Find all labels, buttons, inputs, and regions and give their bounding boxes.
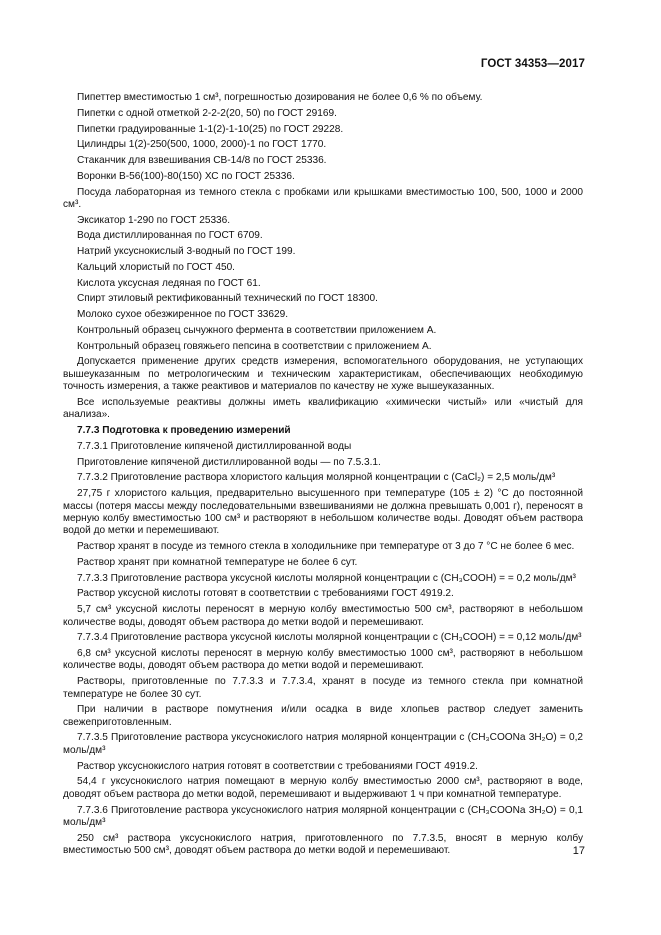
page-number: 17 xyxy=(572,845,585,857)
sodium-acetate-gost-ref: Раствор уксуснокислого натрия готовят в соответствии с требованиями ГОСТ 4919.2. xyxy=(77,760,478,772)
subsection-7-7-3-2: 7.7.3.2 Приготовление раствора хлористого кальция молярной концентрации с (CaCl₂) = 2,5 моль/дм³ xyxy=(77,472,556,484)
reagent-rennet-control: Контрольный образец сычужного фермента в соответствии приложением А. xyxy=(77,324,437,336)
acetic-acid-procedure-02: 5,7 см³ уксусной кислоты переносят в мерную колбу вместимостью 500 см³, растворяют в небольшом количестве воды, доводят объем раствора до метки водой и перемешивают. xyxy=(63,604,583,628)
storage-room-note: Раствор хранят при комнатной температуре не более 6 сут. xyxy=(77,556,358,568)
reagent-acetic-acid: Кислота уксусная ледяная по ГОСТ 61. xyxy=(77,277,261,289)
subsection-7-7-3-6: 7.7.3.6 Приготовление раствора уксуснокислого натрия молярной концентрации с (CH₃COONa 3H₂O) = 0,1 моль/дм³ xyxy=(63,804,583,828)
equipment-cylinders: Цилиндры 1(2)-250(500, 1000, 2000)-1 по ГОСТ 1770. xyxy=(77,139,327,151)
equipment-desiccator: Эксикатор 1-290 по ГОСТ 25336. xyxy=(77,214,231,226)
sodium-acetate-procedure-02: 54,4 г уксуснокислого натрия помещают в мерную колбу вместимостью 2000 см³, растворяют в воде, доводят объем раствора до метки водой, перемешивают и выдерживают 1 ч при комнатной температуре. xyxy=(63,776,583,800)
boiled-water-ref: Приготовление кипяченой дистиллированной воды — по 7.5.3.1. xyxy=(77,456,381,468)
reagent-skim-milk: Молоко сухое обезжиренное по ГОСТ 33629. xyxy=(77,309,289,321)
equipment-weighing-cup: Стаканчик для взвешивания СВ-14/8 по ГОСТ 25336. xyxy=(77,155,327,166)
acetic-solutions-storage: Растворы, приготовленные по 7.7.3.3 и 7.7.3.4, хранят в посуде из темного стекла при комнатной температуре не более 30 сут. xyxy=(63,676,583,700)
reagent-ethyl-alcohol: Спирт этиловый ректификованный технический по ГОСТ 18300. xyxy=(77,293,378,305)
equipment-dark-glassware: Посуда лабораторная из темного стекла с пробками или крышками вместимостью 100, 500, 1000 и 2000 см³. xyxy=(63,186,583,210)
calcium-chloride-procedure: 27,75 г хлористого кальция, предварительно высушенного при температуре (105 ± 2) °С до постоянной массы (потеря массы между последовательными взвешиваниями не должна превышать 0,001 г), переносят в мерную колбу вместимостью 100 см³ и растворяют в небольшом количестве воды. Доводят объем раствора водой до метки и перемешивают. xyxy=(63,488,583,537)
standard-header: ГОСТ 34353—2017 xyxy=(480,58,585,70)
subsection-7-7-3-3: 7.7.3.3 Приготовление раствора уксусной кислоты молярной концентрации с (CH₃COOH) = = 0,2 моль/дм³ xyxy=(77,572,576,584)
equipment-funnels: Воронки В-56(100)-80(150) ХС по ГОСТ 25336. xyxy=(77,170,295,182)
equipment-pipettes-one-mark: Пипетки с одной отметкой 2-2-2(20, 50) по ГОСТ 29169. xyxy=(77,107,337,119)
acetic-acid-procedure-012: 6,8 см³ уксусной кислоты переносят в мерную колбу вместимостью 1000 см³, растворяют в небольшом количестве воды, доводят объем раствора до метки водой и перемешивают. xyxy=(63,648,583,672)
storage-fridge-note: Раствор хранят в посуде из темного стекла в холодильнике при температуре от 3 до 7 °С не более 6 мес. xyxy=(77,541,575,553)
reagent-sodium-acetate: Натрий уксуснокислый 3-водный по ГОСТ 199. xyxy=(77,246,296,258)
substitution-note: Допускается применение других средств измерения, вспомогательного оборудования, не уступающих вышеуказанным по метрологическим и техническим характеристикам, обеспечивающих необходимую точность измерения, а также реактивов и материалов по качеству не хуже вышеуказанных. xyxy=(63,356,583,393)
acetic-acid-gost-ref: Раствор уксусной кислоты готовят в соответствии с требованиями ГОСТ 4919.2. xyxy=(77,588,454,600)
subsection-7-7-3-5: 7.7.3.5 Приготовление раствора уксуснокислого натрия молярной концентрации с (CH₃COONa 3H₂O) = 0,2 моль/дм³ xyxy=(63,732,583,756)
equipment-pipettes-graduated: Пипетки градуированные 1-1(2)-1-10(25) по ГОСТ 29228. xyxy=(77,123,344,135)
reagent-pepsin-control: Контрольный образец говяжьего пепсина в соответствии с приложением А. xyxy=(77,340,432,352)
subsection-7-7-3-1: 7.7.3.1 Приготовление кипяченой дистиллированной воды xyxy=(77,440,352,452)
document-body xyxy=(63,92,583,861)
section-heading-7-7-3: 7.7.3 Подготовка к проведению измерений xyxy=(77,425,291,437)
equipment-pipetter: Пипеттер вместимостью 1 см³, погрешностью дозирования не более 0,6 % по объему. xyxy=(77,92,483,103)
turbidity-note: При наличии в растворе помутнения и/или осадка в виде хлопьев раствор следует заменить свежеприготовленным. xyxy=(63,704,583,728)
subsection-7-7-3-4: 7.7.3.4 Приготовление раствора уксусной кислоты молярной концентрации с (CH₃COOH) = = 0,12 моль/дм³ xyxy=(77,632,582,644)
reagent-distilled-water: Вода дистиллированная по ГОСТ 6709. xyxy=(77,230,263,242)
reagent-grade-note: Все используемые реактивы должны иметь квалификацию «химически чистый» или «чистый для анализа». xyxy=(63,396,583,421)
reagent-calcium-chloride: Кальций хлористый по ГОСТ 450. xyxy=(77,261,235,273)
sodium-acetate-procedure-01: 250 см³ раствора уксуснокислого натрия, приготовленного по 7.7.3.5, вносят в мерную колбу вместимостью 500 см³, доводят объем раствора до метки водой и перемешивают. xyxy=(63,832,583,857)
